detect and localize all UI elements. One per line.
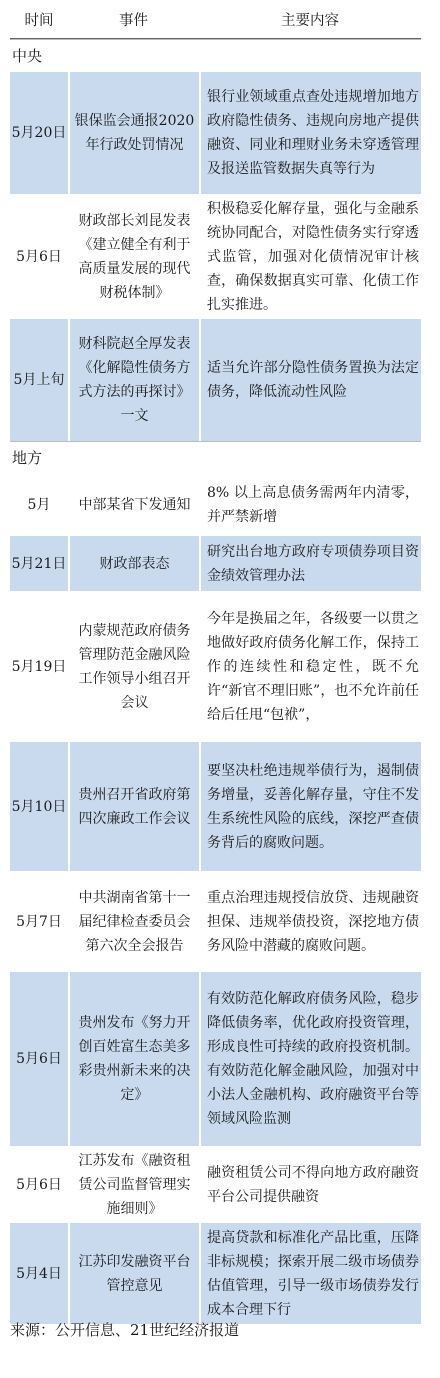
- row-date: 5月: [10, 473, 68, 535]
- row-date: 5月上旬: [10, 318, 68, 441]
- header-time: 时间: [10, 0, 68, 39]
- table-row: [10, 971, 421, 1146]
- row-date: 5月19日: [10, 591, 68, 741]
- table-row: [10, 1222, 421, 1324]
- table-row: [10, 318, 421, 441]
- row-event: 江苏印发融资平台管控意见: [68, 1222, 199, 1324]
- row-content: 8% 以上高息债务需两年内清零，并严禁新增: [199, 473, 421, 535]
- row-content: 研究出台地方政府专项债券项目资金绩效管理办法: [199, 535, 421, 591]
- header-row: [10, 0, 421, 39]
- row-content: 今年是换届之年，各级要一以贯之地做好政府债务化解工作，保持工作的连续性和稳定性，既不允许“新官不理旧账”，也不允许前任给后任甩“包袱”，: [199, 591, 421, 741]
- table-row: [10, 535, 421, 591]
- table-row: [10, 871, 421, 971]
- row-content: 有效防范化解政府债务风险，稳步降低债务率，优化政府投资管理，形成良性可持续的政府投资机制。有效防范化解金融风险，加强对中小法人金融机构、政府融资平台等领域风险监测: [199, 971, 421, 1146]
- row-date: 5月6日: [10, 1146, 68, 1222]
- table-row: [10, 194, 421, 318]
- row-content: 提高贷款和标准化产品比重，压降非标规模；探索开展二级市场债券估值管理，引导一级市场债券发行成本合理下行: [199, 1222, 421, 1324]
- row-date: 5月6日: [10, 971, 68, 1146]
- row-event: 内蒙规范政府债务管理防范金融风险工作领导小组召开会议: [68, 591, 199, 741]
- section-central: [10, 39, 421, 71]
- row-event: 中部某省下发通知: [68, 473, 199, 535]
- row-event: 财科院赵全厚发表《化解隐性债务方式方法的再探讨》一文: [68, 318, 199, 441]
- table-row: [10, 71, 421, 194]
- row-event: 贵州召开省政府第四次廉政工作会议: [68, 741, 199, 871]
- row-content: 要坚决杜绝违规举债行为，遏制债务增量，妥善化解存量，守住不发生系统性风险的底线，深挖严查债务背后的腐败问题。: [199, 741, 421, 871]
- section-label: 中央: [10, 39, 421, 71]
- row-content: 积极稳妥化解存量，强化与金融系统协同配合，对隐性债务实行穿透式监管，加强对化债情况审计核查，确保数据真实可靠、化债工作扎实推进。: [199, 194, 421, 318]
- header-event: 事件: [68, 0, 199, 39]
- table-row: [10, 1146, 421, 1222]
- source-note: 来源：公开信息、21世纪经济报道: [10, 1321, 240, 1339]
- row-event: 中共湖南省第十一届纪律检查委员会第六次全会报告: [68, 871, 199, 971]
- row-event: 贵州发布《努力开创百姓富生态美多彩贵州新未来的决定》: [68, 971, 199, 1146]
- row-event: 江苏发布《融资租赁公司监督管理实施细则》: [68, 1146, 199, 1222]
- table-row: [10, 473, 421, 535]
- header-content: 主要内容: [199, 0, 421, 39]
- section-label: 地方: [10, 441, 421, 473]
- table-row: [10, 741, 421, 871]
- row-event: 财政部长刘昆发表《建立健全有利于高质量发展的现代财税体制》: [68, 194, 199, 318]
- row-date: 5月20日: [10, 71, 68, 194]
- row-content: 重点治理违规授信放贷、违规融资担保、违规举债投资，深挖地方债务风险中潜藏的腐败问题。: [199, 871, 421, 971]
- row-event: 财政部表态: [68, 535, 199, 591]
- section-local: [10, 441, 421, 473]
- row-date: 5月10日: [10, 741, 68, 871]
- row-content: 适当允许部分隐性债务置换为法定债务，降低流动性风险: [199, 318, 421, 441]
- row-content: 银行业领域重点查处违规增加地方政府隐性债务、违规向房地产提供融资、同业和理财业务未穿透管理及报送监管数据失真等行为: [199, 71, 421, 194]
- row-date: 5月21日: [10, 535, 68, 591]
- row-date: 5月4日: [10, 1222, 68, 1324]
- row-date: 5月6日: [10, 194, 68, 318]
- policy-table: [10, 0, 421, 1324]
- row-event: 银保监会通报2020年行政处罚情况: [68, 71, 199, 194]
- row-date: 5月7日: [10, 871, 68, 971]
- row-content: 融资租赁公司不得向地方政府融资平台公司提供融资: [199, 1146, 421, 1222]
- table-row: [10, 591, 421, 741]
